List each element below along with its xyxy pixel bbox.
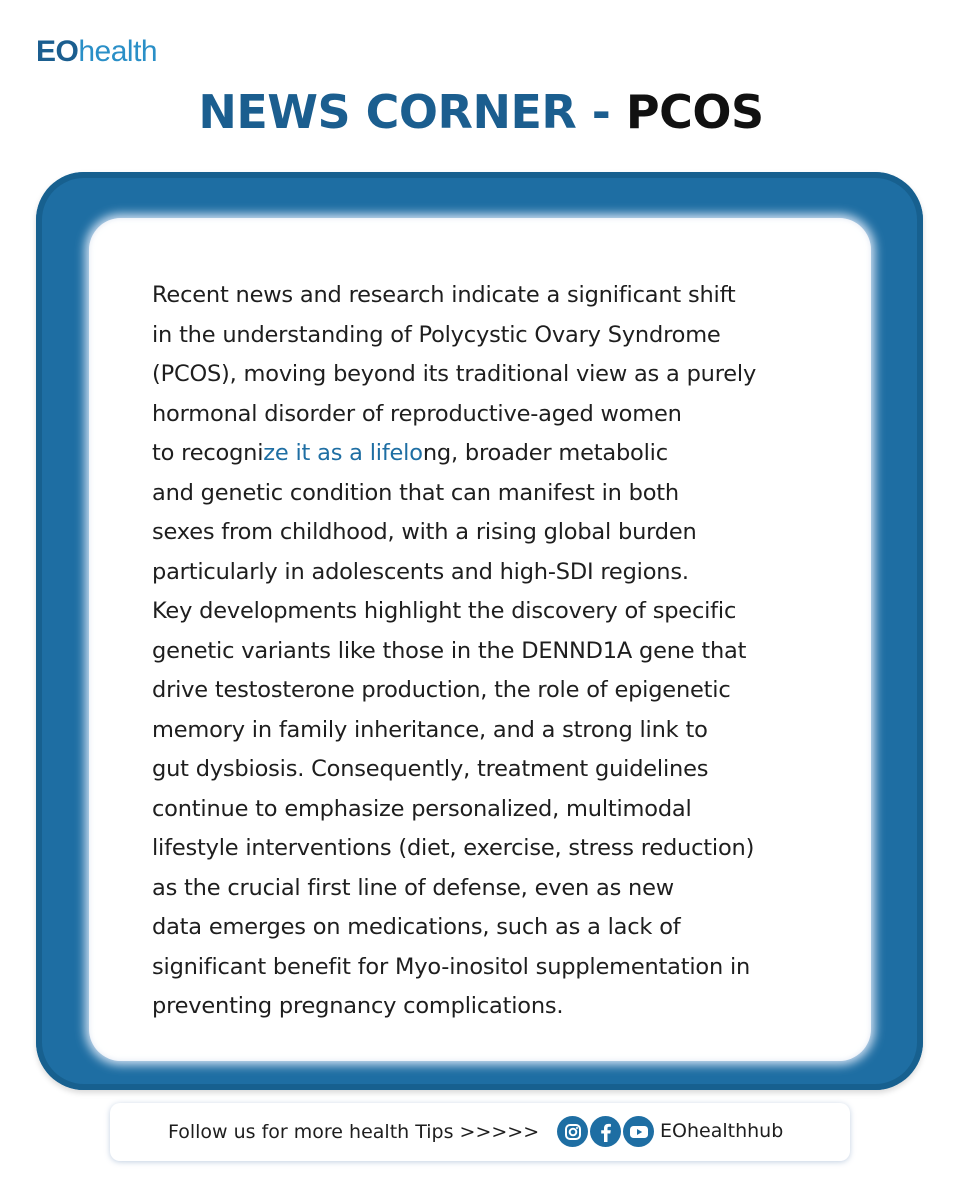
logo-eo: EO — [36, 35, 79, 68]
article-line: sexes from childhood, with a rising global burden — [152, 519, 697, 545]
article-line: Recent news and research indicate a significant shift — [152, 282, 736, 308]
line-text-before: to recogni — [152, 440, 264, 466]
article-line: genetic variants like those in the DENND1A gene that — [152, 637, 747, 664]
highlighted-text: ze it as a lifelo — [263, 440, 423, 466]
follow-us-text: Follow us for more health Tips >>>>> — [168, 1121, 540, 1143]
article-line: memory in family inheritance, and a strong link to — [152, 716, 708, 743]
line-text-after: ng, broader metabolic — [422, 440, 668, 466]
article-line: preventing pregnancy complications. — [152, 993, 564, 1019]
article-line: drive testosterone production, the role of epigenetic — [152, 677, 731, 703]
brand-logo — [36, 30, 157, 74]
title-news-corner: NEWS CORNER - — [198, 85, 626, 139]
article-line-highlighted — [152, 434, 832, 474]
article-line: gut dysbiosis. Consequently, treatment guidelines — [152, 756, 709, 782]
article-line: continue to emphasize personalized, multimodal — [152, 795, 692, 822]
article-line: hormonal disorder of reproductive-aged women — [152, 400, 682, 427]
youtube-glyph — [629, 1124, 649, 1140]
article-line: particularly in adolescents and high-SDI regions. — [152, 558, 689, 585]
facebook-glyph — [597, 1122, 615, 1142]
article-line: as the crucial first line of defense, even as new — [152, 874, 674, 901]
article-line: and genetic condition that can manifest in both — [152, 479, 679, 506]
page-title — [0, 80, 962, 144]
article-line: (PCOS), moving beyond its traditional view as a purely — [152, 361, 757, 387]
article-line: lifestyle interventions (diet, exercise, stress reduction) — [152, 835, 755, 861]
instagram-icon[interactable] — [557, 1116, 588, 1147]
article-line: in the understanding of Polycystic Ovary Syndrome — [152, 321, 721, 348]
social-handle[interactable]: EOhealthhub — [660, 1120, 784, 1142]
youtube-icon[interactable] — [623, 1116, 654, 1147]
instagram-glyph — [564, 1123, 582, 1141]
facebook-icon[interactable] — [590, 1116, 621, 1147]
title-topic: PCOS — [625, 85, 764, 139]
logo-health: health — [78, 35, 158, 68]
article-body — [152, 276, 832, 1027]
article-line: data emerges on medications, such as a lack of — [152, 914, 681, 940]
article-line: significant benefit for Myo-inositol supplementation in — [152, 953, 751, 980]
article-line: Key developments highlight the discovery of specific — [152, 598, 737, 624]
